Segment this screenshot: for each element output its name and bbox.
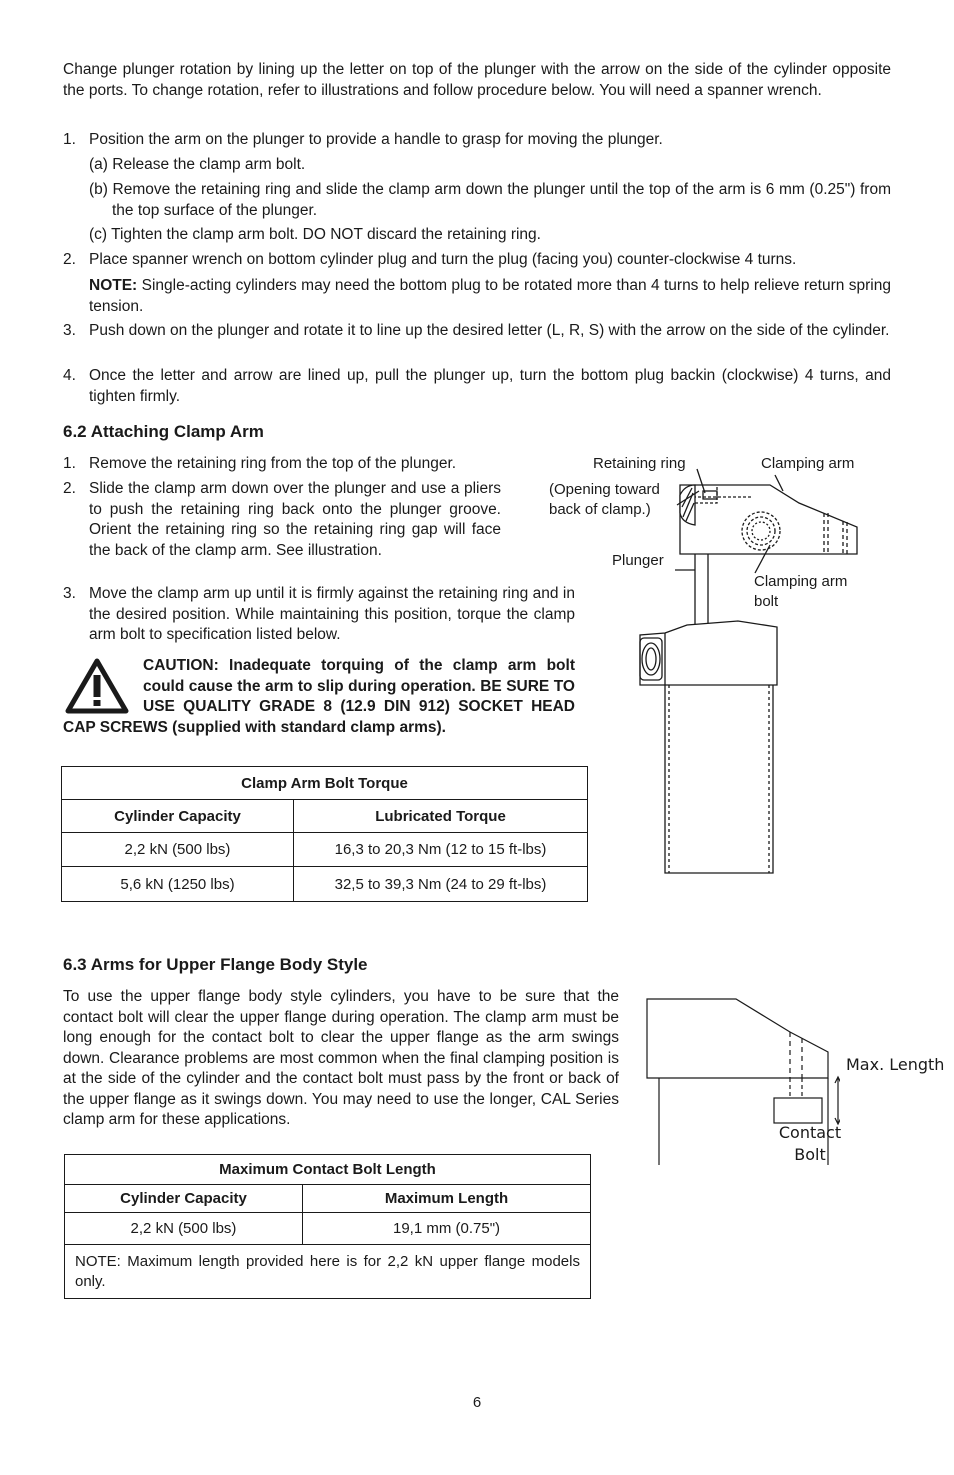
column-header: Lubricated Torque bbox=[294, 800, 588, 833]
step-1c: (c) Tighten the clamp arm bolt. DO NOT discard the retaining ring. bbox=[89, 226, 541, 243]
table-cell: 2,2 kN (500 lbs) bbox=[62, 833, 294, 867]
caution-block bbox=[63, 656, 575, 738]
clamping-arm-label: Clamping arm bbox=[761, 455, 855, 472]
table-row bbox=[62, 833, 588, 867]
step-text: Place spanner wrench on bottom cylinder plug and turn the plug (facing you) counter-clockwise 4 turns. bbox=[89, 251, 797, 268]
table-cell: 2,2 kN (500 lbs) bbox=[65, 1213, 303, 1245]
step-text: Once the letter and arrow are lined up, pull the plunger up, turn the bottom plug backin (clockwise) 4 turns, and tighten firmly. bbox=[89, 367, 891, 405]
note-text: Single-acting cylinders may need the bottom plug to be rotated more than 4 turns to help relieve return spring tension. bbox=[89, 277, 891, 315]
column-header: Cylinder Capacity bbox=[62, 800, 294, 833]
step-number: 4. bbox=[63, 367, 76, 384]
table-note: NOTE: Maximum length provided here is for 2,2 kN upper flange models only. bbox=[65, 1245, 591, 1299]
step-number: 3. bbox=[63, 322, 76, 339]
page-number: 6 bbox=[472, 1394, 482, 1411]
table-cell: 16,3 to 20,3 Nm (12 to 15 ft-lbs) bbox=[294, 833, 588, 867]
step-number: 2. bbox=[63, 480, 76, 497]
step-text: Remove the retaining ring from the top of the plunger. bbox=[89, 455, 457, 472]
step-text: Move the clamp arm up until it is firmly against the retaining ring and in the desired position. While maintaining this position, torque the clamp arm bolt to specification listed below. bbox=[89, 585, 575, 643]
step-number: 3. bbox=[63, 585, 76, 602]
warning-triangle-icon bbox=[65, 658, 129, 714]
max-length-label: Max. Length bbox=[846, 1055, 945, 1074]
caution-text: CAUTION: Inadequate torquing of the clamp arm bolt could cause the arm to slip during operation. BE SURE TO USE QUALITY GRADE 8 (12.9 DIN 912) SOCKET HEAD CAP SCREWS (supplied with standard clamp arms). bbox=[63, 657, 575, 736]
section-6-3-body: To use the upper flange body style cylinders, you have to be sure that the contact bolt will clear the upper flange during operation. The clamp arm must be long enough for the contact bolt to clear the upper flange as the arm swings down. Clearance problems are most common when the final clamping position is at the side of the cylinder and the contact bolt must pass by the front or back of the upper flange as it swings down. You may need to use the longer, CAL Series clamp arm for these applications. bbox=[63, 988, 619, 1128]
retaining-ring-label: Retaining ring bbox=[593, 455, 686, 472]
table-row bbox=[62, 867, 588, 902]
section-6-2-heading: 6.2 Attaching Clamp Arm bbox=[63, 422, 264, 441]
step-text: Position the arm on the plunger to provide a handle to grasp for moving the plunger. bbox=[89, 131, 663, 148]
opening-label: (Opening toward back of clamp.) bbox=[549, 481, 660, 518]
contact-bolt-label: Contact Bolt bbox=[778, 1123, 842, 1164]
step-2-note bbox=[89, 276, 891, 317]
contact-bolt-table bbox=[64, 1154, 591, 1299]
intro-paragraph: Change plunger rotation by lining up the letter on top of the plunger with the arrow on the side of the cylinder opposite the ports. To change rotation, refer to illustrations and follow procedure below. You will need a spanner wrench. bbox=[63, 61, 891, 99]
column-header: Cylinder Capacity bbox=[65, 1185, 303, 1213]
table-cell: 5,6 kN (1250 lbs) bbox=[62, 867, 294, 902]
note-label: NOTE: bbox=[89, 277, 138, 294]
step-text: Push down on the plunger and rotate it to line up the desired letter (L, R, S) with the arrow on the side of the cylinder. bbox=[89, 322, 890, 339]
step-1a: (a) Release the clamp arm bolt. bbox=[89, 156, 306, 173]
clamping-arm-bolt-label: Clamping arm bolt bbox=[754, 573, 848, 610]
step-number: 2. bbox=[63, 251, 76, 268]
plunger-label: Plunger bbox=[612, 552, 664, 569]
section-6-3-heading: 6.3 Arms for Upper Flange Body Style bbox=[63, 955, 368, 974]
table-row bbox=[65, 1213, 591, 1245]
step-text: Slide the clamp arm down over the plunger and use a pliers to push the retaining ring back onto the plunger groove. Orient the retaining ring so the retaining ring gap will face the back of the clamp arm. See illustration. bbox=[89, 480, 501, 559]
table-title: Clamp Arm Bolt Torque bbox=[62, 767, 588, 800]
table-cell: 19,1 mm (0.75") bbox=[303, 1213, 591, 1245]
column-header: Maximum Length bbox=[303, 1185, 591, 1213]
torque-table bbox=[61, 766, 588, 902]
step-1b: (b) Remove the retaining ring and slide the clamp arm down the plunger until the top of the arm is 6 mm (0.25") from the top surface of the plunger. bbox=[89, 181, 891, 219]
step-number: 1. bbox=[63, 455, 76, 472]
table-cell: 32,5 to 39,3 Nm (24 to 29 ft-lbs) bbox=[294, 867, 588, 902]
step-number: 1. bbox=[63, 131, 76, 148]
table-title: Maximum Contact Bolt Length bbox=[65, 1155, 591, 1185]
